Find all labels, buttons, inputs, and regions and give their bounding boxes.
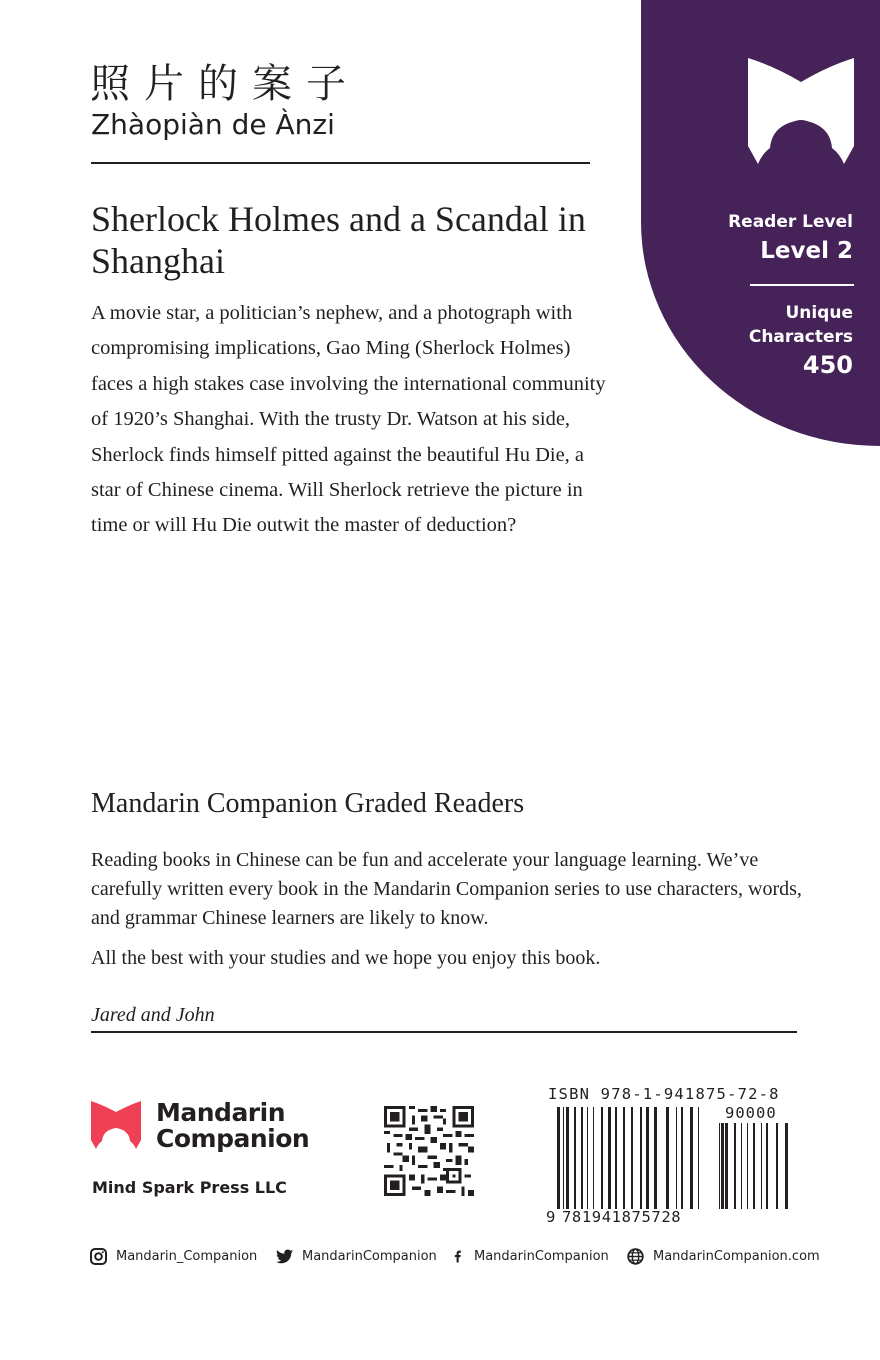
website-url: MandarinCompanion.com <box>653 1248 820 1264</box>
facebook-handle: MandarinCompanion <box>474 1248 609 1264</box>
badge-divider <box>750 284 854 286</box>
mandarin-companion-logo <box>91 1101 141 1149</box>
barcode-addon-digits: 90000 <box>725 1104 777 1122</box>
isbn-addon-barcode <box>719 1123 791 1209</box>
unique-characters-value: 450 <box>802 351 853 379</box>
title-english: Sherlock Holmes and a Scandal in Shanghai <box>91 199 586 281</box>
isbn-barcode <box>557 1107 707 1209</box>
mandarin-companion-logo-white <box>748 58 854 166</box>
title-pinyin: Zhàopiàn de Ànzi <box>91 108 335 141</box>
social-instagram[interactable] <box>90 1245 257 1267</box>
globe-icon <box>627 1248 644 1265</box>
instagram-icon <box>90 1248 107 1265</box>
barcode-lead-digit: 9 <box>546 1208 556 1226</box>
title-chinese: 照片的案子 <box>90 61 360 107</box>
series-paragraph: Reading books in Chinese can be fun and accelerate your language learning. We’ve carefully written every book in the Mandarin Companion series to use characters, words, and grammar Chinese learners are likely to know. <box>91 849 802 929</box>
reader-level-label: Reader Level <box>728 212 853 232</box>
logo-wordmark-line1: Mandarin <box>156 1098 286 1127</box>
isbn-number: ISBN 978-1-941875-72-8 <box>548 1085 780 1103</box>
book-synopsis: A movie star, a politician’s nephew, and a photograph with compromising implications, Gao Ming (Sherlock Holmes) faces a high stakes case involving the international community of 1920’s Shanghai. With the trusty Dr. Watson at his side, Sherlock finds himself pitted against the beautiful Hu Die, a star of Chinese cinema. Will Sherlock retrieve the picture in time or will Hu Die outwit the master of deduction? <box>91 302 606 537</box>
title-divider <box>91 162 590 164</box>
facebook-icon <box>452 1248 464 1265</box>
instagram-handle: Mandarin_Companion <box>116 1248 258 1264</box>
series-heading: Mandarin Companion Graded Readers <box>91 788 525 819</box>
qr-code[interactable] <box>384 1106 474 1196</box>
authors-signoff: Jared and John <box>91 1004 215 1026</box>
publisher-name: Mind Spark Press LLC <box>92 1178 287 1197</box>
twitter-handle: MandarinCompanion <box>302 1248 437 1264</box>
logo-wordmark-line2: Companion <box>156 1124 310 1153</box>
footer-divider <box>91 1031 797 1033</box>
social-website[interactable] <box>627 1245 820 1267</box>
twitter-icon <box>276 1248 293 1265</box>
social-twitter[interactable] <box>276 1245 437 1267</box>
reader-level-value: Level 2 <box>760 238 853 264</box>
series-closing-paragraph: All the best with your studies and we hope you enjoy this book. <box>91 947 601 969</box>
unique-characters-label: Unique Characters <box>748 303 853 347</box>
social-facebook[interactable] <box>452 1245 609 1267</box>
barcode-digits: 781941875728 <box>562 1208 682 1226</box>
